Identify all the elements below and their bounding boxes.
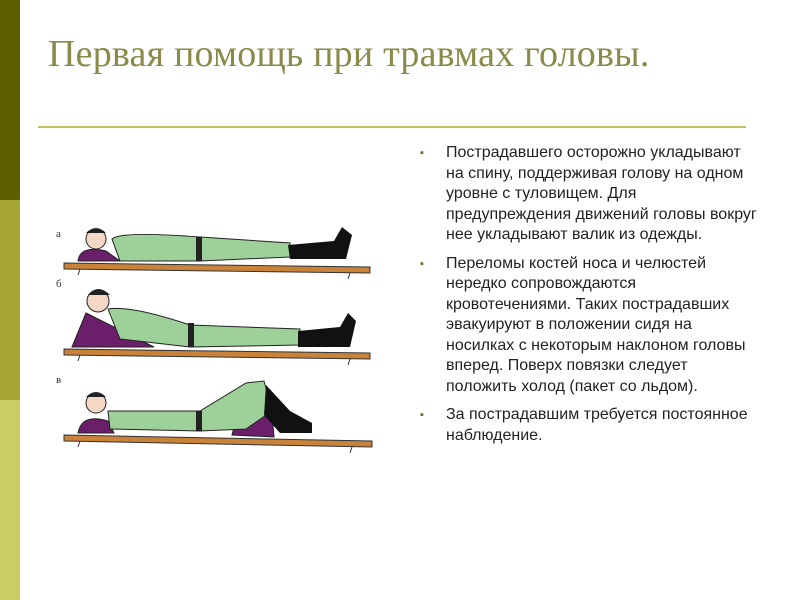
title-divider xyxy=(38,126,746,128)
bullet-item xyxy=(418,143,758,246)
stretcher-board-c xyxy=(64,435,372,447)
bullet-marker-icon: ▪ xyxy=(420,147,424,159)
accent-bar-top xyxy=(0,0,20,200)
figure-label-a: а xyxy=(56,228,61,240)
bullet-marker-icon: ▪ xyxy=(420,257,424,270)
bullet-text: Пострадавшего осторожно укладывают на спину, поддерживая голову на одном уровне с туловищем. Для предупреждения движений головы вокруг нее укладывают валик из одежды. xyxy=(446,144,757,243)
figure-a-lying-flat xyxy=(56,227,370,279)
pillow-roll-a xyxy=(78,249,120,261)
uniform-c xyxy=(108,381,272,431)
bullet-text: За пострадавшим требуется постоянное наблюдение. xyxy=(446,406,748,444)
figure-label-c: в xyxy=(56,374,62,386)
uniform-b xyxy=(108,308,300,347)
figure-c-knees-bent xyxy=(56,374,372,453)
figure-b-raised-head xyxy=(56,278,370,365)
boots-a xyxy=(288,227,352,259)
accent-bar-middle xyxy=(0,200,20,400)
boots-b xyxy=(298,313,356,347)
bullet-list xyxy=(418,143,758,454)
bullet-marker-icon: ▪ xyxy=(420,409,424,421)
slide-title: Первая помощь при травмах головы. xyxy=(48,33,650,75)
stretcher-board-b xyxy=(64,349,370,359)
figure-label-b: б xyxy=(56,278,62,290)
accent-bar-bottom xyxy=(0,400,20,600)
patient-positions-illustration xyxy=(50,215,380,465)
bullet-item xyxy=(418,405,758,446)
stretcher-board-a xyxy=(64,263,370,273)
bullet-item xyxy=(418,254,758,398)
bullet-text: Переломы костей носа и челюстей нередко сопровождаются кровотечениями. Таких пострадавших эвакуируют в положении сидя на носилках с некоторым наклоном головы вперед. Поверх повязки следует положить холод (пакет со льдом). xyxy=(446,254,746,395)
